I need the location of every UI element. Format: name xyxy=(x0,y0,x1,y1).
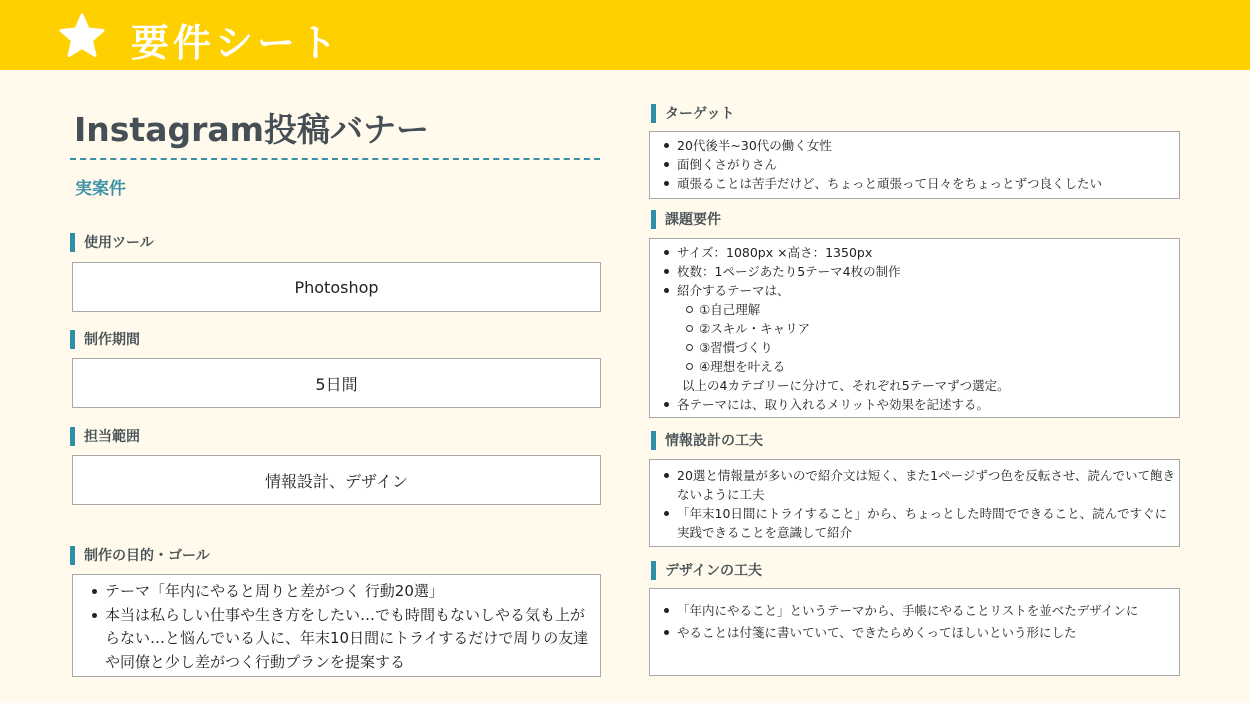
section-heading-period xyxy=(70,329,140,349)
project-title: Instagram投稿バナー xyxy=(74,110,430,149)
requirement-themes-intro: 紹介するテーマは、 xyxy=(677,281,1175,300)
info-design-list xyxy=(650,460,1179,542)
target-list xyxy=(650,132,1179,193)
section-heading-requirements xyxy=(651,209,721,229)
theme-item: ①自己理解 xyxy=(677,300,1175,319)
header-title: 要件シート xyxy=(131,21,342,65)
requirement-description: 各テーマには、取り入れるメリットや効果を記述する。 xyxy=(677,395,1175,414)
heading-bar xyxy=(651,431,656,450)
target-box xyxy=(649,131,1180,199)
heading-text: 使用ツール xyxy=(84,235,154,251)
requirements-box xyxy=(649,238,1180,418)
heading-bar xyxy=(70,546,75,565)
heading-text: 課題要件 xyxy=(665,212,721,228)
heading-bar xyxy=(651,104,656,123)
section-heading-scope xyxy=(70,426,140,446)
list-item: 20代後半~30代の働く女性 xyxy=(677,136,1175,155)
goal-list xyxy=(73,575,600,674)
list-item: 20選と情報量が多いので紹介文は短く、また1ページずつ色を反転させ、読んでいて飽きないように工夫 xyxy=(677,468,1175,502)
heading-bar xyxy=(651,210,656,229)
title-divider xyxy=(70,158,600,160)
list-item: 「年内にやること」というテーマから、手帳にやることリストを並べたデザインに xyxy=(677,601,1175,620)
section-heading-design xyxy=(651,560,762,580)
section-heading-info-design xyxy=(651,430,763,450)
list-item: 本当は私らしい仕事や生き方をしたい…でも時間もないしやる気も上がらない…と悩んでいる人に、年末10日間にトライするだけで周りの友達や同僚と少し差がつく行動プランを提案する xyxy=(105,604,596,675)
list-item: 面倒くさがりさん xyxy=(677,155,1175,174)
theme-item: ④理想を叶える xyxy=(677,357,1175,376)
list-item: 頑張ることは苦手だけど、ちょっと頑張って日々をちょっとずつ良くしたい xyxy=(677,174,1175,193)
period-box xyxy=(72,358,601,408)
theme-item: ③習慣づくり xyxy=(677,338,1175,357)
heading-bar xyxy=(651,561,656,580)
goal-box xyxy=(72,574,601,677)
requirement-size: サイズ：1080px ×高さ：1350px xyxy=(677,243,1175,262)
heading-bar xyxy=(70,330,75,349)
design-list xyxy=(650,589,1179,642)
heading-bar xyxy=(70,233,75,252)
list-item: 「年末10日間にトライすること」から、ちょっとした時間でできること、読んですぐに実践できることを意識して紹介 xyxy=(677,504,1175,542)
heading-text: 制作の目的・ゴール xyxy=(84,548,210,564)
heading-text: デザインの工夫 xyxy=(665,563,763,579)
themes-note: 以上の4カテゴリーに分けて、それぞれ5テーマずつ選定。 xyxy=(682,378,1010,393)
requirements-list xyxy=(650,239,1179,414)
section-heading-tool xyxy=(70,232,154,252)
star-icon xyxy=(58,13,106,59)
heading-text: 担当範囲 xyxy=(84,429,140,445)
scope-value: 情報設計、デザイン xyxy=(265,471,408,491)
project-subtitle: 実案件 xyxy=(75,179,126,199)
period-value: 5日間 xyxy=(315,374,358,394)
section-heading-goal xyxy=(70,545,210,565)
design-box xyxy=(649,588,1180,676)
requirement-count: 枚数：1ページあたり5テーマ4枚の制作 xyxy=(677,262,1175,281)
heading-text: ターゲット xyxy=(665,106,735,122)
list-item: やることは付箋に書いていて、できたらめくってほしいという形にした xyxy=(677,623,1175,642)
tool-value: Photoshop xyxy=(294,277,379,297)
tool-box xyxy=(72,262,601,312)
list-item: テーマ「年内にやると周りと差がつく 行動20選」 xyxy=(105,580,596,604)
section-heading-target xyxy=(651,103,734,123)
heading-text: 制作期間 xyxy=(84,332,140,348)
heading-text: 情報設計の工夫 xyxy=(665,433,763,449)
scope-box xyxy=(72,455,601,505)
header-bar xyxy=(0,0,1250,70)
info-design-box xyxy=(649,459,1180,547)
heading-bar xyxy=(70,427,75,446)
theme-item: ②スキル・キャリア xyxy=(677,319,1175,338)
